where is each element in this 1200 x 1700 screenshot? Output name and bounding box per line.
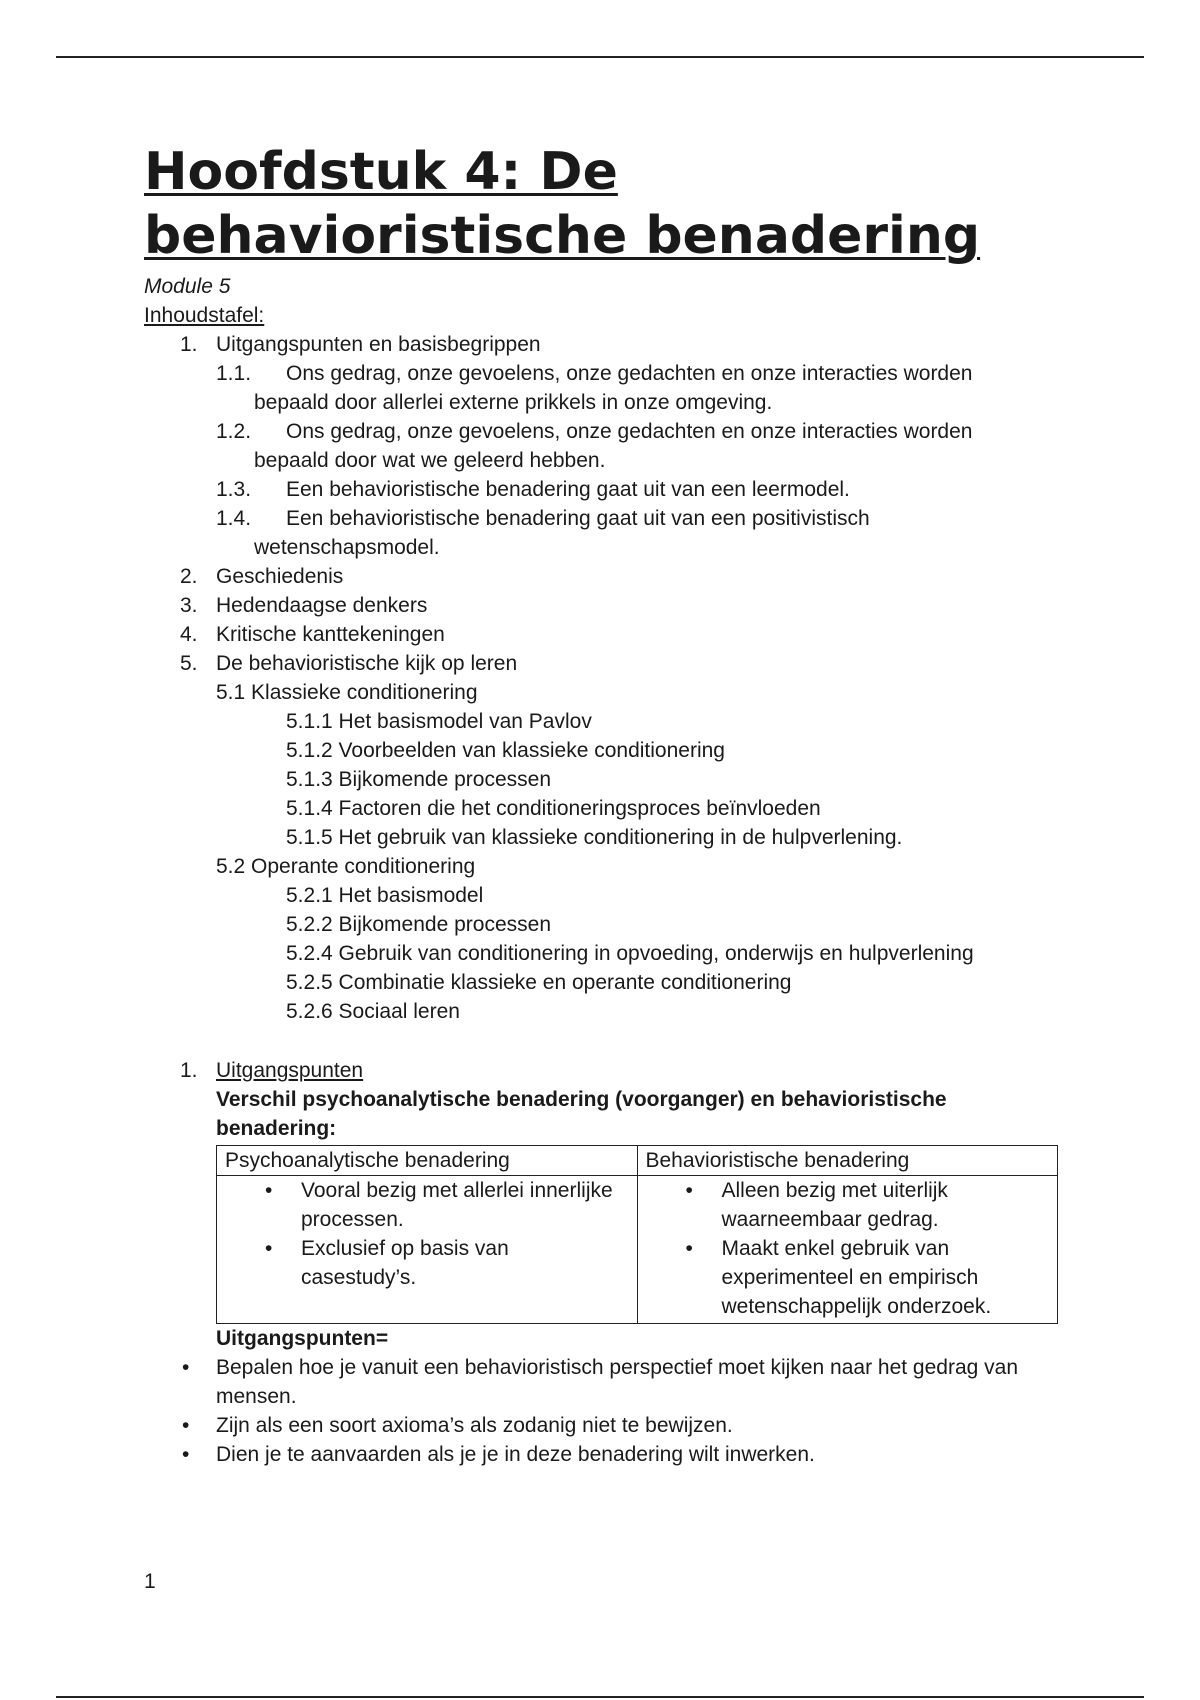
- toc-item: 5.1.4 Factoren die het conditioneringsproces beïnvloeden: [286, 797, 821, 820]
- toc-item: 5.2.4 Gebruik van conditionering in opvoeding, onderwijs en hulpverlening: [286, 942, 974, 965]
- list-item: • Vooral bezig met allerlei innerlijke processen.: [301, 1176, 629, 1234]
- table-cell: [217, 1176, 638, 1324]
- list-item: • Zijn als een soort axioma’s als zodanig niet te bewijzen.: [144, 1411, 1064, 1440]
- toc-item: 5.2.5 Combinatie klassieke en operante conditionering: [286, 971, 792, 994]
- toc-item: [144, 330, 1064, 359]
- toc-num: 4.: [180, 623, 198, 646]
- toc-subsection: 5.2 Operante conditionering: [216, 855, 476, 878]
- toc-text: Geschiedenis: [216, 565, 344, 588]
- toc-text: Ons gedrag, onze gevoelens, onze gedachten en onze interacties worden: [286, 420, 973, 443]
- table-row: [217, 1176, 1058, 1324]
- toc-subsection: 5.1 Klassieke conditionering: [216, 681, 478, 704]
- list-item: • Bepalen hoe je vanuit een behavioristisch perspectief moet kijken naar het gedrag van mensen.: [144, 1353, 1064, 1411]
- page-number: 1: [144, 1570, 156, 1593]
- toc-text: Uitgangspunten en basisbegrippen: [216, 333, 541, 356]
- toc-num: 1.: [180, 333, 198, 356]
- section-uitgangspunten: [144, 1056, 1064, 1469]
- toc-num: 5.: [180, 652, 198, 675]
- toc-item: [144, 475, 1064, 504]
- compare-heading-line-1: Verschil psychoanalytische benadering (voorganger) en behavioristische: [216, 1088, 947, 1111]
- toc-item: [144, 591, 1064, 620]
- footer-rule: [56, 1696, 1144, 1698]
- title-line-1: Hoofdstuk 4: De: [144, 142, 618, 202]
- toc-item: [144, 649, 1064, 678]
- list-item: • Dien je te aanvaarden als je je in deze benadering wilt inwerken.: [144, 1440, 1064, 1469]
- toc-text: De behavioristische kijk op leren: [216, 652, 518, 675]
- section-num: 1.: [180, 1059, 198, 1082]
- page-title: [144, 140, 1064, 268]
- document-body: [144, 140, 1064, 1469]
- toc-num: 3.: [180, 594, 198, 617]
- toc-item: [144, 359, 1064, 417]
- toc-text: Een behavioristische benadering gaat uit van een positivistisch: [286, 507, 870, 530]
- title-line-2: behavioristische benadering: [144, 206, 981, 266]
- toc-num: 1.3.: [216, 478, 252, 501]
- section-title: Uitgangspunten: [216, 1059, 364, 1082]
- toc-item: 5.1.5 Het gebruik van klassieke conditionering in de hulpverlening.: [286, 826, 903, 849]
- toc-label: Inhoudstafel:: [144, 304, 265, 327]
- toc-num: 1.1.: [216, 362, 252, 385]
- points-heading: Uitgangspunten=: [216, 1327, 389, 1350]
- toc-text: Ons gedrag, onze gevoelens, onze gedachten en onze interacties worden: [286, 362, 973, 385]
- toc-text: Een behavioristische benadering gaat uit van een leermodel.: [286, 478, 850, 501]
- toc-item: [144, 417, 1064, 475]
- toc-item: 5.2.1 Het basismodel: [286, 884, 484, 907]
- compare-heading-line-2: benadering:: [216, 1117, 337, 1140]
- toc-text-cont: bepaald door allerlei externe prikkels in onze omgeving.: [254, 391, 773, 414]
- toc-text: Kritische kanttekeningen: [216, 623, 445, 646]
- toc-num: 1.2.: [216, 420, 252, 443]
- compare-heading: [144, 1085, 1064, 1143]
- toc-item: 5.2.2 Bijkomende processen: [286, 913, 551, 936]
- list-item: • Alleen bezig met uiterlijk waarneembaar gedrag.: [722, 1176, 1050, 1234]
- toc-num: 1.4.: [216, 507, 252, 530]
- table-header-cell: Behavioristische benadering: [637, 1146, 1058, 1176]
- table-cell: [637, 1176, 1058, 1324]
- table-header-row: [217, 1146, 1058, 1176]
- toc-item: 5.1.3 Bijkomende processen: [286, 768, 551, 791]
- toc-num: 2.: [180, 565, 198, 588]
- toc-text: Hedendaagse denkers: [216, 594, 428, 617]
- table-header-cell: Psychoanalytische benadering: [217, 1146, 638, 1176]
- comparison-table: [216, 1145, 1058, 1324]
- list-item: • Maakt enkel gebruik van experimenteel en empirisch wetenschappelijk onderzoek.: [722, 1234, 1050, 1321]
- toc-text-cont: wetenschapsmodel.: [254, 536, 440, 559]
- subtitle: Module 5: [144, 275, 231, 298]
- toc-item: 5.1.2 Voorbeelden van klassieke conditionering: [286, 739, 725, 762]
- toc-item: [144, 620, 1064, 649]
- toc-item: 5.1.1 Het basismodel van Pavlov: [286, 710, 592, 733]
- toc-item: [144, 504, 1064, 562]
- header-rule: [56, 56, 1144, 58]
- list-item: • Exclusief op basis van casestudy’s.: [301, 1234, 629, 1292]
- toc-item: [144, 562, 1064, 591]
- table-of-contents: [144, 330, 1064, 1026]
- section-heading: [144, 1056, 1064, 1085]
- toc-item: 5.2.6 Sociaal leren: [286, 1000, 460, 1023]
- points-list: [144, 1353, 1064, 1469]
- toc-text-cont: bepaald door wat we geleerd hebben.: [254, 449, 606, 472]
